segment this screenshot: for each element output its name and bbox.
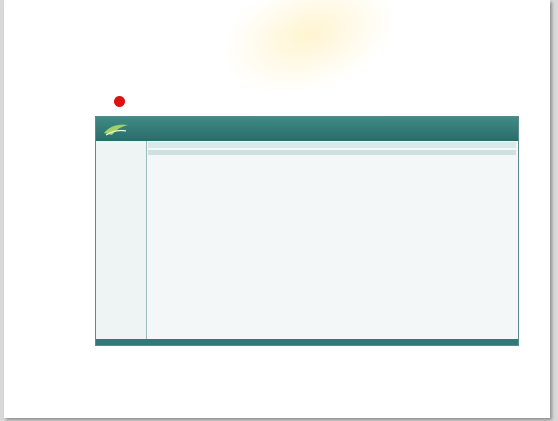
pagination[interactable] (148, 157, 516, 163)
system-function-screenshot (95, 116, 519, 346)
document-page (4, 0, 550, 418)
note-line (114, 96, 128, 107)
breadcrumb (148, 142, 516, 148)
table-title (148, 150, 516, 155)
app-logo-icon (102, 121, 130, 137)
main-content (148, 142, 516, 338)
app-header (96, 117, 518, 141)
sidebar (96, 141, 147, 339)
app-footer (96, 339, 518, 345)
warning-icon (114, 96, 125, 107)
watermark-logo (206, 0, 411, 115)
